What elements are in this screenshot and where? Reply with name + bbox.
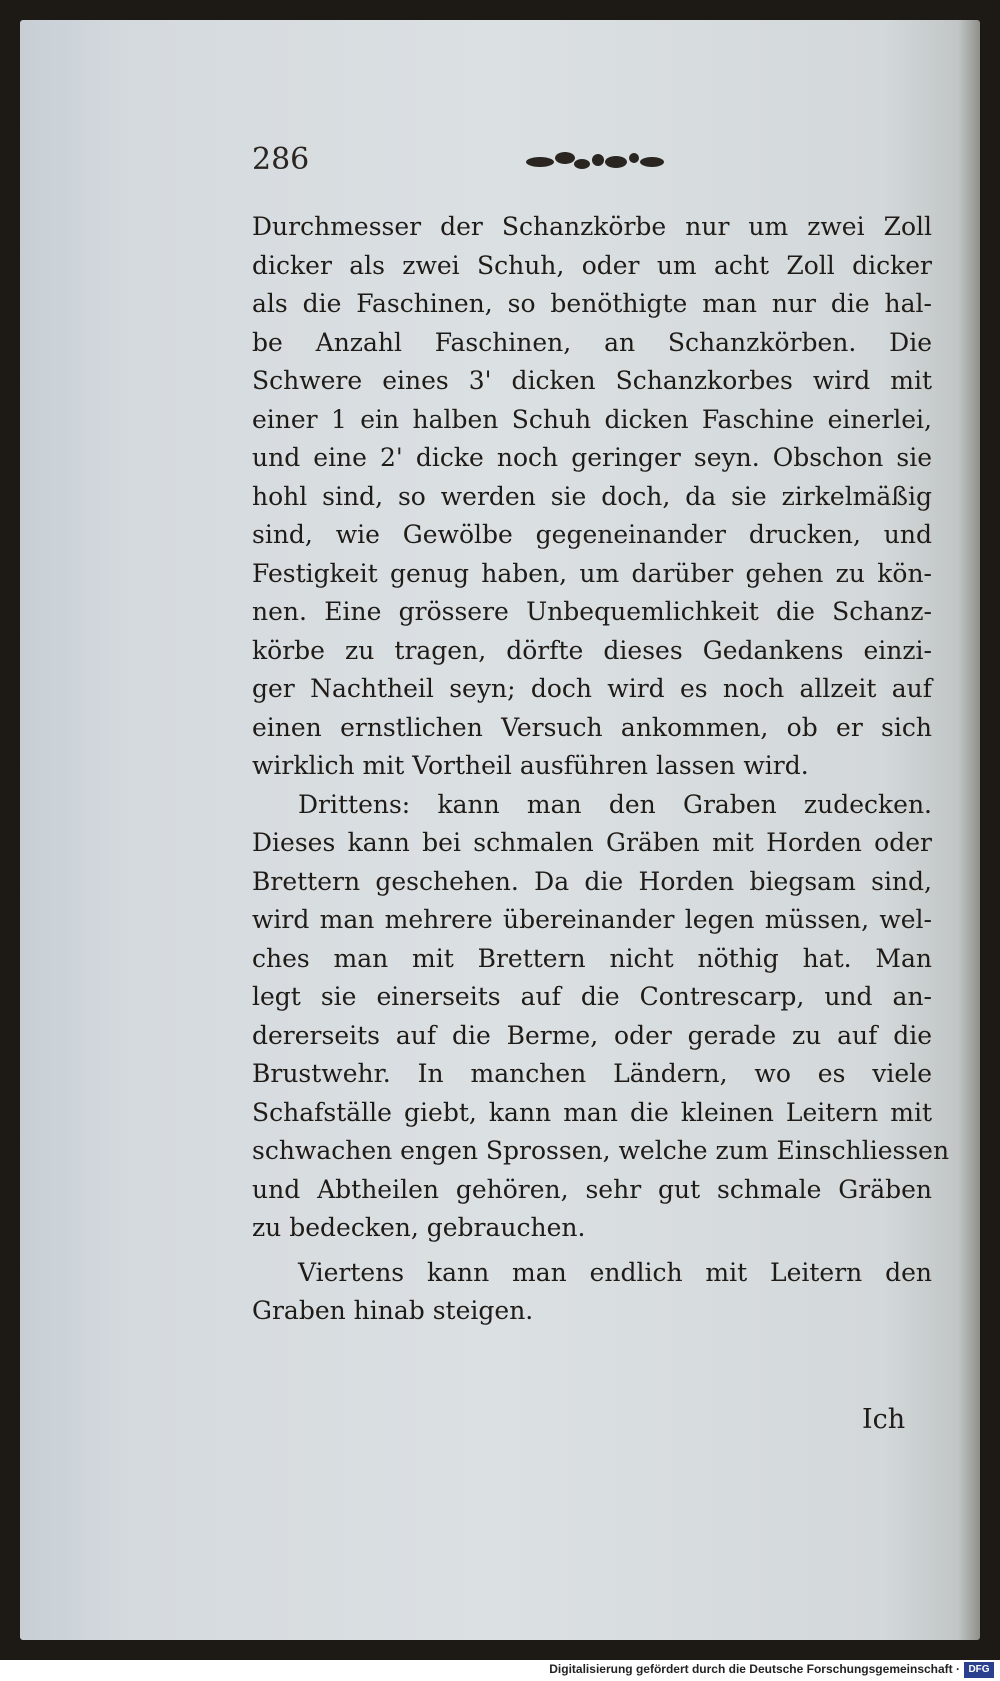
text-line: wird man mehrere übereinander legen müssen, wel- <box>252 905 932 934</box>
text-line: sind, wie Gewölbe gegeneinander drucken, und <box>252 520 932 549</box>
text-line: ger Nachtheil seyn; doch wird es noch allzeit auf <box>252 674 932 703</box>
text-line: legt sie einerseits auf die Contrescarp, und an- <box>252 982 932 1011</box>
text-line: und eine 2' dicke noch geringer seyn. Obschon sie <box>252 443 932 472</box>
text-line: Viertens kann man endlich mit Leitern den <box>298 1257 932 1287</box>
text-line: Brustwehr. In manchen Ländern, wo es viele <box>252 1059 932 1088</box>
text-line: Drittens: kann man den Graben zudecken. <box>298 789 932 819</box>
decorative-ornament-icon <box>520 142 670 182</box>
text-line: körbe zu tragen, dörfte dieses Gedankens einzi- <box>252 635 932 665</box>
text-line: Dieses kann bei schmalen Gräben mit Horden oder <box>252 828 932 857</box>
text-line: Brettern geschehen. Da die Horden biegsam sind, <box>252 866 932 896</box>
footer-credit: Digitalisierung gefördert durch die Deutsche Forschungsgemeinschaft · <box>549 1662 960 1676</box>
text-line: Durchmesser der Schanzkörbe nur um zwei Zoll <box>252 212 932 241</box>
text-line: ches man mit Brettern nicht nöthig hat. Man <box>252 943 932 973</box>
text-line: hohl sind, so werden sie doch, da sie zirkelmäßig <box>252 481 932 511</box>
text-line: schwachen engen Sprossen, welche zum Einschliessen <box>252 1136 950 1165</box>
body-text <box>252 208 950 1331</box>
text-line: zu bedecken, gebrauchen. <box>252 1213 586 1242</box>
text-line: dererseits auf die Berme, oder gerade zu auf die <box>252 1020 932 1050</box>
page-spine-shadow <box>958 20 980 1640</box>
text-line: als die Faschinen, so benöthigte man nur die hal- <box>252 289 932 318</box>
text-line: und Abtheilen gehören, sehr gut schmale Gräben <box>252 1174 932 1204</box>
text-line: wirklich mit Vortheil ausführen lassen wird. <box>252 751 809 780</box>
footer-bar <box>0 1660 1000 1681</box>
dfg-logo: DFG <box>964 1662 994 1678</box>
text-line: einen ernstlichen Versuch ankommen, ob er sich <box>252 712 932 742</box>
page-number: 286 <box>252 142 310 177</box>
text-line: Festigkeit genug haben, um darüber gehen zu kön- <box>252 558 932 588</box>
text-line: Schafställe giebt, kann man die kleinen Leitern mit <box>252 1097 932 1127</box>
text-line: be Anzahl Faschinen, an Schanzkörben. Die <box>252 327 932 357</box>
text-line: dicker als zwei Schuh, oder um acht Zoll dicker <box>252 250 932 280</box>
text-line: Schwere eines 3' dicken Schanzkorbes wird mit <box>252 366 932 395</box>
text-line: nen. Eine grössere Unbequemlichkeit die Schanz- <box>252 597 932 626</box>
text-line: einer 1 ein halben Schuh dicken Faschine einerlei, <box>252 404 932 434</box>
text-line: Graben hinab steigen. <box>252 1296 534 1325</box>
catchword: Ich <box>862 1404 906 1435</box>
